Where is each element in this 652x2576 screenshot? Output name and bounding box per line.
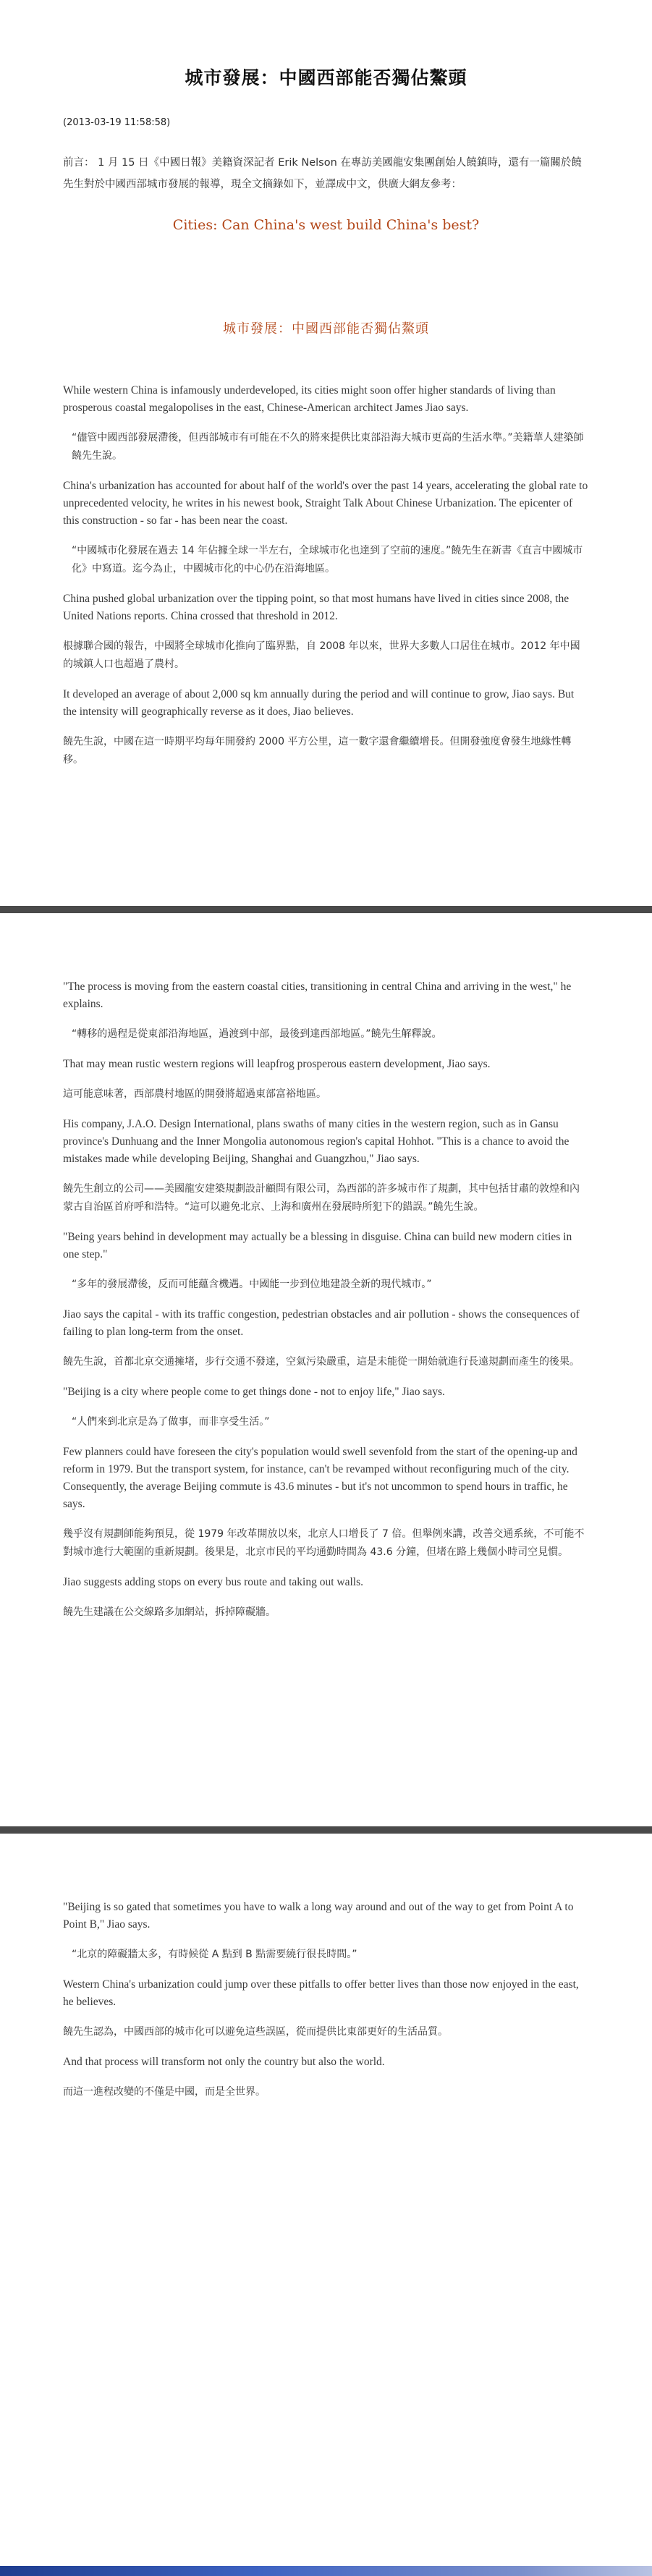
taskbar-strip bbox=[0, 2566, 652, 2576]
paragraph: "The process is moving from the eastern coastal cities, transitioning in central China and arriving in the west," he explains. bbox=[63, 980, 572, 1010]
document-page-1 bbox=[0, 0, 652, 906]
english-heading: Cities: Can China's west build China's best? bbox=[172, 217, 480, 233]
page-divider bbox=[0, 1826, 652, 1834]
paragraph: China pushed global urbanization over the tipping point, so that most humans have lived in cities since 2008, the United Nations reports. China crossed that threshold in 2012. bbox=[63, 593, 570, 622]
paragraph: 饒先生說，首都北京交通擁堵，步行交通不發達，空氣污染嚴重，這是未能從一開始就進行長遠規劃而產生的後果。 bbox=[63, 1356, 580, 1368]
paragraph: Few planners could have foreseen the city's population would swell sevenfold from the start of the opening-up and reform in 1979. But the transport system, for instance, can't be revamped without reconfiguring much of the city. Consequently, the average Beijing commute is 43.6 minutes - but it's not uncommon to spend hours in traffic, he says. bbox=[63, 1446, 577, 1510]
page-1-body bbox=[63, 382, 588, 781]
paragraph: That may mean rustic western regions will leapfrog prosperous eastern development, Jiao says. bbox=[63, 1058, 491, 1070]
paragraph: 幾乎沒有規劃師能夠預見，從 1979 年改革開放以來，北京人口增長了 7 倍。但舉例來講，改善交通系統，不可能不對城市進行大範圍的重新規劃。後果是，北京市民的平均通勤時間為 43.6 分鐘，但堵在路上幾個小時司空見慣。 bbox=[63, 1528, 585, 1558]
paragraph: 根據聯合國的報告，中國將全球城市化推向了臨界點，自 2008 年以來，世界大多數人口居住在城市。2012 年中國的城鎮人口也超過了農村。 bbox=[63, 640, 580, 670]
paragraph: It developed an average of about 2,000 sq km annually during the period and will continue to grow, Jiao says. But the intensity will geographically reverse as it does, Jiao believes. bbox=[63, 688, 575, 718]
paragraph: “中國城市化發展在過去 14 年佔據全球一半左右，全球城市化也達到了空前的速度。”饒先生在新書《直言中國城市化》中寫道。迄今為止，中國城市化的中心仍在沿海地區。 bbox=[72, 545, 583, 575]
paragraph: “北京的障礙牆太多，有時候從 A 點到 B 點需要繞行很長時間。” bbox=[72, 1949, 357, 1960]
paragraph: “轉移的過程是從東部沿海地區，過渡到中部，最後到達西部地區。”饒先生解釋說。 bbox=[72, 1028, 442, 1040]
paragraph: "Beijing is a city where people come to get things done - not to enjoy life," Jiao says. bbox=[63, 1386, 445, 1398]
chinese-heading: 城市發展：中國西部能否獨佔鰲頭 bbox=[223, 321, 429, 336]
paragraph: "Being years behind in development may actually be a blessing in disguise. China can build new modern cities in one step." bbox=[63, 1231, 572, 1261]
page-divider bbox=[0, 906, 652, 913]
paragraph: “多年的發展滯後，反而可能蘊含機遇。中國能一步到位地建設全新的現代城市。” bbox=[72, 1279, 432, 1290]
article-title: 城市發展：中國西部能否獨佔鰲頭 bbox=[185, 67, 467, 88]
paragraph: 饒先生認為，中國西部的城市化可以避免這些誤區，從而提供比東部更好的生活品質。 bbox=[63, 2026, 448, 2038]
article-preface: 前言： 1 月 15 日《中國日報》美籍資深記者 Erik Nelson 在專訪美國龍安集團創始人饒鎮時，還有一篇關於饒先生對於中國西部城市發展的報導，現全文摘錄如下，並譯成中文，供廣大網友參考： bbox=[63, 157, 582, 190]
document-page-3 bbox=[0, 1834, 652, 2576]
paragraph: His company, J.A.O. Design International, plans swaths of many cities in the western region, such as in Gansu province's Dunhuang and the Inner Mongolia autonomous region's capital Hohhot. "This is a chance to avoid the mistakes made while developing Beijing, Shanghai and Guangzhou," Jiao says. bbox=[63, 1118, 570, 1165]
paragraph: “人們來到北京是為了做事，而非享受生活。” bbox=[72, 1416, 270, 1428]
paragraph: 饒先生創立的公司——美國龍安建築規劃設計顧問有限公司，為西部的許多城市作了規劃，其中包括甘肅的敦煌和內蒙古自治區首府呼和浩特。“這可以避免北京、上海和廣州在發展時所犯下的錯誤。”饒先生說。 bbox=[63, 1183, 580, 1213]
paragraph: Jiao suggests adding stops on every bus route and taking out walls. bbox=[63, 1576, 364, 1588]
paragraph: “儘管中國西部發展滯後，但西部城市有可能在不久的將來提供比東部沿海大城市更高的生活水準。”美籍華人建築師饒先生說。 bbox=[72, 432, 584, 462]
paragraph: 饒先生說，中國在這一時期平均每年開發約 2000 平方公里，這一數字還會繼續增長。但開發強度會發生地緣性轉移。 bbox=[63, 736, 572, 766]
paragraph: While western China is infamously underdeveloped, its cities might soon offer higher standards of living than prosperous coastal megalopolises in the east, Chinese-American architect James Jiao says. bbox=[63, 384, 556, 414]
page-3-body bbox=[63, 1899, 588, 2114]
paragraph: "Beijing is so gated that sometimes you have to walk a long way around and out of the way to get from Point A to Point B," Jiao says. bbox=[63, 1901, 574, 1931]
article-timestamp: (2013-03-19 11:58:58) bbox=[63, 117, 171, 128]
paragraph: Western China's urbanization could jump over these pitfalls to offer better lives than those now enjoyed in the east, he believes. bbox=[63, 1978, 579, 2008]
paragraph: China's urbanization has accounted for about half of the world's over the past 14 years, accelerating the global rate to unprecedented velocity, he writes in his newest book, Straight Talk About Chinese Urbanization. The epicenter of this construction - so far - has been near the coast. bbox=[63, 480, 588, 527]
paragraph: 這可能意味著，西部農村地區的開發將超過東部富裕地區。 bbox=[63, 1088, 326, 1100]
document-page-2 bbox=[0, 913, 652, 1826]
paragraph: Jiao says the capital - with its traffic congestion, pedestrian obstacles and air pollution - shows the consequences of failing to plan long-term from the onset. bbox=[63, 1308, 580, 1338]
paragraph: And that process will transform not only the country but also the world. bbox=[63, 2056, 385, 2068]
paragraph: 而這一進程改變的不僅是中國，而是全世界。 bbox=[63, 2086, 266, 2098]
paragraph: 饒先生建議在公交線路多加網站，拆掉障礙牆。 bbox=[63, 1606, 276, 1618]
page-2-body bbox=[63, 978, 588, 1634]
